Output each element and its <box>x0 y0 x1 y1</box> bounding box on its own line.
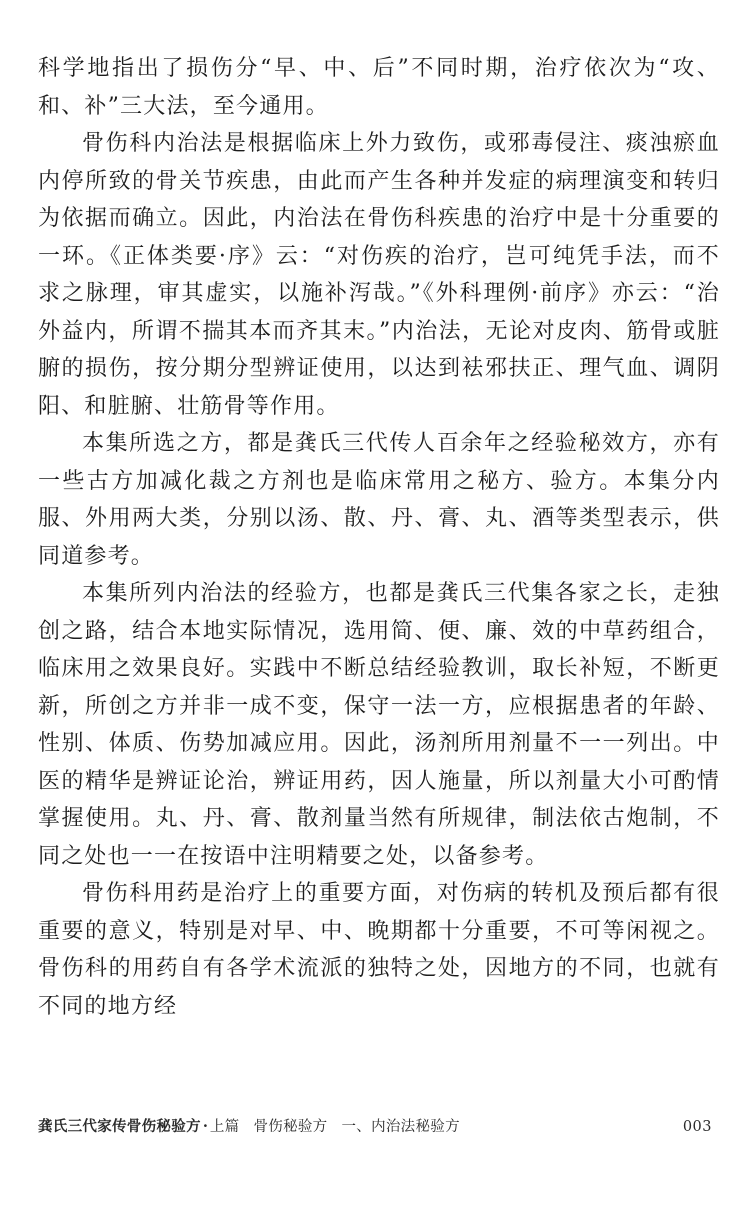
footer-section: 上篇 <box>209 1119 240 1135</box>
paragraph-4: 本集所列内治法的经验方，也都是龚氏三代集各家之长，走独创之路，结合本地实际情况，选用简、便、廉、效的中草药组合，临床用之效果良好。实践中不断总结经验教训，取长补短，不断更新，所创之方并非一成不变，保守一法一方，应根据患者的年龄、性别、体质、伤势加减应用。因此，汤剂所用剂量不一一列出。中医的精华是辨证论治，辨证用药，因人施量，所以剂量大小可酌情掌握使用。丸、丹、膏、散剂量当然有所规律，制法依古炮制，不同之处也一一在按语中注明精要之处，以备参考。 <box>38 581 720 869</box>
footer-chapter: 骨伤秘验方 <box>253 1119 328 1135</box>
paragraph-5: 骨伤科用药是治疗上的重要方面，对伤病的转机及预后都有很重要的意义，特别是对早、中、晚期都十分重要，不可等闲视之。骨伤科的用药自有各学术流派的独特之处，因地方的不同，也就有不同的地方经 <box>38 881 720 1019</box>
paragraph-1: 科学地指出了损伤分“早、中、后”不同时期，治疗依次为“攻、和、补”三大法，至今通用。 <box>38 56 720 119</box>
footer-subsection: 一、内治法秘验方 <box>341 1119 460 1135</box>
paragraph-3: 本集所选之方，都是龚氏三代传人百余年之经验秘效方，亦有一些古方加减化裁之方剂也是临床常用之秘方、验方。本集分内服、外用两大类，分别以汤、散、丹、膏、丸、酒等类型表示，供同道参考。 <box>38 431 720 569</box>
running-footer <box>38 1115 712 1139</box>
body-text <box>38 50 720 1025</box>
paragraph-2: 骨伤科内治法是根据临床上外力致伤，或邪毒侵注、痰浊瘀血内停所致的骨关节疾患，由此而产生各种并发症的病理演变和转归为依据而确立。因此，内治法在骨伤科疾患的治疗中是十分重要的一环。《正体类要·序》云：“对伤疾的治疗，岂可纯凭手法，而不求之脉理，审其虚实，以施补泻哉。”《外科理例·前序》亦云：“治外益内，所谓不揣其本而齐其末。”内治法，无论对皮肉、筋骨或脏腑的损伤，按分期分型辨证使用，以达到袪邪扶正、理气血、调阴阳、和脏腑、壮筋骨等作用。 <box>38 131 720 419</box>
page-number: 003 <box>682 1119 712 1135</box>
footer-separator: · <box>202 1118 208 1135</box>
footer-book-title: 龚氏三代家传骨伤秘验方 <box>38 1118 201 1135</box>
